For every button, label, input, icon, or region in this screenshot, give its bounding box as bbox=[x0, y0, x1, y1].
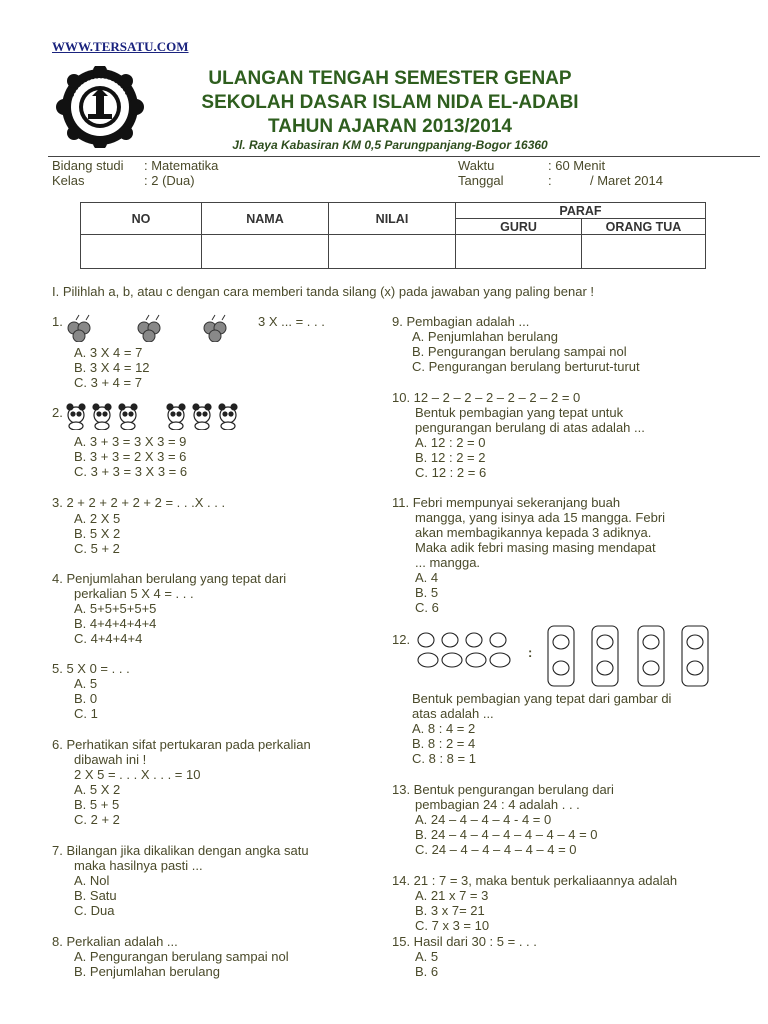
q11-option-a[interactable]: A. 4 bbox=[415, 570, 439, 585]
cell-nilai[interactable] bbox=[329, 235, 456, 269]
q8-option-b[interactable]: B. Penjumlahan berulang bbox=[74, 964, 220, 979]
q2-option-a[interactable]: A. 3 + 3 = 3 X 3 = 9 bbox=[74, 434, 187, 449]
q4-text: 4. Penjumlahan berulang yang tepat dari bbox=[52, 571, 287, 586]
q11-option-b[interactable]: B. 5 bbox=[415, 585, 439, 600]
q8-option-a[interactable]: A. Pengurangan berulang sampai nol bbox=[74, 949, 289, 964]
q13-option-b[interactable]: B. 24 – 4 – 4 – 4 – 4 – 4 – 4 = 0 bbox=[415, 827, 598, 842]
q14-text: 14. 21 : 7 = 3, maka bentuk perkaliaannya adalah bbox=[392, 873, 678, 888]
q2-image bbox=[64, 400, 244, 435]
q12-image bbox=[410, 624, 730, 695]
col-no: NO bbox=[81, 203, 202, 235]
col-paraf: PARAF bbox=[456, 203, 706, 219]
q1-text: 3 X ... = . . . bbox=[258, 314, 325, 329]
q6-option-c[interactable]: C. 2 + 2 bbox=[74, 812, 120, 827]
date-colon: : bbox=[548, 173, 552, 188]
q1-option-a[interactable]: A. 3 X 4 = 7 bbox=[74, 345, 143, 360]
q13-text: 13. Bentuk pengurangan berulang dari bbox=[392, 782, 614, 797]
q13-text-2: pembagian 24 : 4 adalah . . . bbox=[415, 797, 580, 812]
q7-option-a[interactable]: A. Nol bbox=[74, 873, 110, 888]
q4-option-c[interactable]: C. 4+4+4+4 bbox=[74, 631, 143, 646]
col-orang-tua: ORANG TUA bbox=[582, 219, 706, 235]
q3-option-b[interactable]: B. 5 X 2 bbox=[74, 526, 121, 541]
q10-text: 10. 12 – 2 – 2 – 2 – 2 – 2 – 2 = 0 bbox=[392, 390, 581, 405]
time-label: Waktu bbox=[458, 158, 495, 173]
col-nilai: NILAI bbox=[329, 203, 456, 235]
q10-option-c[interactable]: C. 12 : 2 = 6 bbox=[415, 465, 487, 480]
q5-option-b[interactable]: B. 0 bbox=[74, 691, 98, 706]
q12-text-3: atas adalah ... bbox=[412, 706, 494, 721]
q11-text-3: akan membagikannya kepada 3 adiknya. bbox=[415, 525, 652, 540]
q3-option-c[interactable]: C. 5 + 2 bbox=[74, 541, 120, 556]
q2-option-c[interactable]: C. 3 + 3 = 3 X 3 = 6 bbox=[74, 464, 188, 479]
cell-no[interactable] bbox=[81, 235, 202, 269]
site-link[interactable]: WWW.TERSATU.COM bbox=[52, 39, 189, 54]
q2-number: 2. bbox=[52, 405, 63, 420]
q14-option-a[interactable]: A. 21 x 7 = 3 bbox=[415, 888, 489, 903]
q5-text: 5. 5 X 0 = . . . bbox=[52, 661, 130, 676]
q9-option-a[interactable]: A. Penjumlahan berulang bbox=[412, 329, 558, 344]
q4-option-a[interactable]: A. 5+5+5+5+5 bbox=[74, 601, 157, 616]
q4-option-b[interactable]: B. 4+4+4+4+4 bbox=[74, 616, 157, 631]
q5-option-a[interactable]: A. 5 bbox=[74, 676, 98, 691]
class-value: : 2 (Dua) bbox=[144, 173, 195, 188]
q6-option-b[interactable]: B. 5 + 5 bbox=[74, 797, 120, 812]
q1-option-c[interactable]: C. 3 + 4 = 7 bbox=[74, 375, 142, 390]
panda-icon bbox=[67, 404, 85, 430]
q7-option-c[interactable]: C. Dua bbox=[74, 903, 115, 918]
q13-option-a[interactable]: A. 24 – 4 – 4 – 4 - 4 = 0 bbox=[415, 812, 552, 827]
class-label: Kelas bbox=[52, 173, 85, 188]
q1-number: 1. bbox=[52, 314, 63, 329]
chick-icon bbox=[418, 633, 510, 667]
title-line-3: TAHUN AJARAN 2013/2014 bbox=[268, 116, 512, 137]
apple-group-icon bbox=[68, 315, 90, 342]
cell-orang-tua[interactable] bbox=[582, 235, 706, 269]
title-line-2: SEKOLAH DASAR ISLAM NIDA EL-ADABI bbox=[201, 92, 579, 113]
q1-option-b[interactable]: B. 3 X 4 = 12 bbox=[74, 360, 150, 375]
q9-option-c[interactable]: C. Pengurangan berulang berturut-turut bbox=[412, 359, 640, 374]
q7-text-2: maka hasilnya pasti ... bbox=[74, 858, 203, 873]
q6-text-2: dibawah ini ! bbox=[74, 752, 147, 767]
time-value: : 60 Menit bbox=[548, 158, 606, 173]
q14-option-c[interactable]: C. 7 x 3 = 10 bbox=[415, 918, 490, 933]
q11-text-2: mangga, yang isinya ada 15 mangga. Febri bbox=[415, 510, 666, 525]
col-guru: GURU bbox=[456, 219, 582, 235]
q7-option-b[interactable]: B. Satu bbox=[74, 888, 117, 903]
subject-label: Bidang studi bbox=[52, 158, 124, 173]
col-nama: NAMA bbox=[202, 203, 329, 235]
school-logo bbox=[50, 66, 150, 148]
q15-option-a[interactable]: A. 5 bbox=[415, 949, 439, 964]
q2-option-b[interactable]: B. 3 + 3 = 2 X 3 = 6 bbox=[74, 449, 187, 464]
q12-text-2: Bentuk pembagian yang tepat dari gambar di bbox=[412, 691, 672, 706]
q5-option-c[interactable]: C. 1 bbox=[74, 706, 98, 721]
q8-text: 8. Perkalian adalah ... bbox=[52, 934, 178, 949]
q10-option-b[interactable]: B. 12 : 2 = 2 bbox=[415, 450, 486, 465]
school-address: Jl. Raya Kabasiran KM 0,5 Parungpanjang-Bogor 16360 bbox=[232, 138, 548, 152]
q1-image bbox=[64, 310, 244, 347]
date-label: Tanggal bbox=[458, 173, 504, 188]
q12-option-b[interactable]: B. 8 : 2 = 4 bbox=[412, 736, 476, 751]
cell-guru[interactable] bbox=[456, 235, 582, 269]
q11-text-5: ... mangga. bbox=[415, 555, 481, 570]
date-value: / Maret 2014 bbox=[590, 173, 663, 188]
q3-text: 3. 2 + 2 + 2 + 2 + 2 = . . .X . . . bbox=[52, 495, 226, 510]
q11-option-c[interactable]: C. 6 bbox=[415, 600, 439, 615]
q15-text: 15. Hasil dari 30 : 5 = . . . bbox=[392, 934, 537, 949]
q10-text-3: pengurangan berulang di atas adalah ... bbox=[415, 420, 645, 435]
q9-option-b[interactable]: B. Pengurangan berulang sampai nol bbox=[412, 344, 627, 359]
q12-option-c[interactable]: C. 8 : 8 = 1 bbox=[412, 751, 476, 766]
score-table bbox=[80, 202, 706, 269]
q10-text-2: Bentuk pembagian yang tepat untuk bbox=[415, 405, 624, 420]
q11-text-4: Maka adik febri masing masing mendapat bbox=[415, 540, 656, 555]
q15-option-b[interactable]: B. 6 bbox=[415, 964, 439, 979]
q12-option-a[interactable]: A. 8 : 4 = 2 bbox=[412, 721, 476, 736]
q12-colon: : bbox=[528, 645, 533, 660]
q14-option-b[interactable]: B. 3 x 7= 21 bbox=[415, 903, 485, 918]
q13-option-c[interactable]: C. 24 – 4 – 4 – 4 – 4 – 4 = 0 bbox=[415, 842, 577, 857]
q3-option-a[interactable]: A. 2 X 5 bbox=[74, 511, 121, 526]
cell-nama[interactable] bbox=[202, 235, 329, 269]
q6-option-a[interactable]: A. 5 X 2 bbox=[74, 782, 121, 797]
q6-text-3: 2 X 5 = . . . X . . . = 10 bbox=[74, 767, 201, 782]
q10-option-a[interactable]: A. 12 : 2 = 0 bbox=[415, 435, 486, 450]
q11-text: 11. Febri mempunyai sekeranjang buah bbox=[392, 495, 621, 510]
q6-text: 6. Perhatikan sifat pertukaran pada perkalian bbox=[52, 737, 311, 752]
title-line-1: ULANGAN TENGAH SEMESTER GENAP bbox=[208, 68, 572, 89]
q9-text: 9. Pembagian adalah ... bbox=[392, 314, 530, 329]
subject-value: : Matematika bbox=[144, 158, 219, 173]
instruction: I. Pilihlah a, b, atau c dengan cara memberi tanda silang (x) pada jawaban yang paling benar ! bbox=[52, 284, 595, 299]
q7-text: 7. Bilangan jika dikalikan dengan angka satu bbox=[52, 843, 309, 858]
header-divider bbox=[48, 156, 760, 157]
q12-number: 12. bbox=[392, 632, 411, 647]
q4-text-2: perkalian 5 X 4 = . . . bbox=[74, 586, 194, 601]
